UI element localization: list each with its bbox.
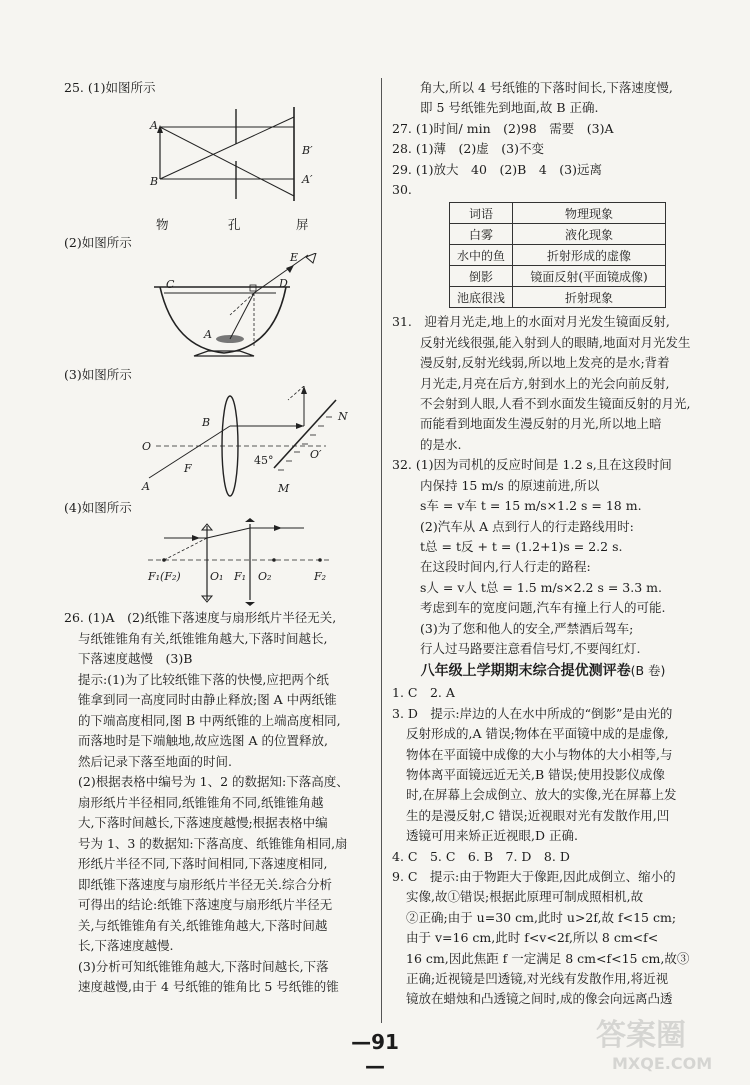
lens-mirror-diagram: [64, 386, 374, 498]
q32-block: [392, 455, 702, 659]
answer-line: 9. C 提示:由于物距大于像距,因此成倒立、缩小的: [392, 869, 676, 884]
svg-text:A: A: [142, 479, 150, 493]
answer-line: 1. C 2. A: [392, 685, 455, 701]
watermark-url: MXQE.COM: [612, 1054, 713, 1073]
q26-line: 26. (1)A (2)纸锥下落速度与扇形纸片半径无关,: [64, 610, 337, 625]
answer-line: 物体在平面镜中成像的大小与物体的大小相等,与: [406, 746, 673, 762]
q26-line: 长,下落速度越慢.: [78, 938, 174, 953]
q31-line: 漫反射,反射光线弱,所以地上发亮的是水;背着: [420, 355, 670, 371]
answer-line: 正确;近视镜是凹透镜,对光线有发散作用,将近视: [406, 971, 669, 987]
answer-line: 16 cm,因此焦距 f 一定满足 8 cm<f<15 cm,故③: [406, 950, 690, 966]
table-row: [450, 266, 666, 287]
table-cell: 水中的鱼: [450, 245, 513, 266]
left-column: [64, 78, 376, 998]
q31-line: 31. 迎着月光走,地上的水面对月光发生镜面反射,: [392, 314, 670, 330]
svg-text:C: C: [166, 278, 175, 291]
figure-pinhole: [64, 99, 376, 232]
q25-part4: (4)如图所示: [64, 499, 132, 515]
phenomena-table: [449, 202, 666, 308]
svg-text:O: O: [142, 439, 152, 453]
q28-answer: 28. (1)薄 (2)虚 (3)不变: [392, 141, 544, 157]
answer-line: 镜放在蜡烛和凸透镜之间时,成的像会向远离凸透: [406, 991, 673, 1007]
q26-line: 扇形纸片半径相同,纸锥锥角不同,纸锥锥角越: [78, 794, 324, 810]
eye-icon: [306, 253, 316, 263]
table-row: [450, 203, 666, 224]
table-cell: 词语: [450, 203, 513, 224]
q26-line: (2)根据表格中编号为 1、2 的数据知:下落高度、: [78, 774, 349, 789]
bowl-diagram: [64, 253, 374, 365]
svg-text:A: A: [150, 118, 158, 132]
table-cell: 物理现象: [513, 203, 666, 224]
q32-line: t总 = t反 + t = (1.2+1)s = 2.2 s.: [420, 538, 623, 554]
q26-continued: 角大,所以 4 号纸锥的下落时间长,下落速度慢,: [420, 80, 673, 95]
q31-line: 月光走,月亮在后方,射到水上的光会向前反射,: [420, 375, 670, 391]
q25-part1: 25. (1)如图所示: [64, 80, 156, 95]
q26-line: (3)分析可知纸锥锥角越大,下落时间越长,下落: [78, 958, 329, 974]
two-lens-diagram: [64, 518, 374, 606]
q26-line: 大,下落时间越长,下落速度越慢;根据表格中编: [78, 815, 328, 830]
table-cell: 折射形成的虚像: [513, 245, 666, 266]
q31-block: [392, 312, 702, 455]
svg-text:B′: B′: [302, 143, 313, 157]
q31-line: 不会射到人眼,人看不到水面发生镜面反射的月光,: [420, 396, 691, 412]
q32-line: 在这段时间内,行人行走的路程:: [420, 559, 591, 575]
table-cell: 镜面反射(平面镜成像): [513, 266, 666, 287]
answer-line: 物体离平面镜远近无关,B 错误;使用投影仪成像: [406, 766, 665, 782]
q26-line: 号为 1、3 的数据知:下落高度、纸锥锥角相同,扇: [78, 835, 348, 851]
table-cell: 白雾: [450, 224, 513, 245]
svg-text:B: B: [202, 415, 211, 429]
column-divider: [381, 78, 382, 1023]
answer-line: 反射形成的,A 错误;物体在平面镜中成的是虚像,: [406, 726, 669, 742]
answer-line: 时,在屏幕上会成倒立、放大的实像,光在屏幕上发: [406, 787, 677, 803]
page-number: —91—: [351, 1030, 399, 1078]
caption-screen: 屏: [296, 216, 309, 232]
table-row: [450, 287, 666, 308]
svg-text:N: N: [338, 409, 348, 423]
q26-line: 形纸片半径不同,下落时间相同,下落速度相同,: [78, 856, 328, 871]
svg-text:A: A: [204, 328, 212, 341]
svg-text:O₂: O₂: [258, 570, 272, 583]
q26-line: 的下端高度相同,图 B 中两纸锥的上端高度相同,: [78, 712, 341, 728]
q26-line: 关,与纸锥锥角有关,纸锥锥角越大,下落时间越: [78, 917, 328, 933]
section-title: [384, 659, 702, 683]
svg-text:F₂: F₂: [314, 570, 327, 583]
q32-line: (2)汽车从 A 点到行人的行走路线用时:: [420, 518, 634, 534]
svg-text:F: F: [184, 461, 192, 475]
section-title-text: 八年级上学期期末综合提优测评卷: [420, 663, 631, 680]
q32-line: s车 = v车 t = 15 m/s×1.2 s = 18 m.: [420, 498, 642, 514]
table-cell: 液化现象: [513, 224, 666, 245]
table-row: [450, 245, 666, 266]
answer-line: 生的是漫反射,C 错误;近视眼对光有发散作用,凹: [406, 807, 670, 823]
table-row: [450, 224, 666, 245]
watermark-text: 答案圈: [596, 1018, 686, 1053]
answer-line: ②正确;由于 u=30 cm,此时 u>2f,故 f<15 cm;: [406, 909, 677, 925]
svg-text:E: E: [290, 253, 299, 264]
q32-line: 32. (1)因为司机的反应时间是 1.2 s,且在这段时间: [392, 457, 672, 473]
answer-line: 3. D 提示:岸边的人在水中所成的“倒影”是由光的: [392, 705, 673, 721]
table-cell: 池底很浅: [450, 287, 513, 308]
figure-bowl: [64, 253, 376, 365]
q27-answer: 27. (1)时间/ min (2)98 需要 (3)A: [392, 120, 614, 136]
answer-line: 实像,故①错误;根据此原理可制成照相机,故: [406, 889, 644, 905]
watermark-logo: [588, 1007, 738, 1077]
q32-line: 行人过马路要注意看信号灯,不要闯红灯.: [420, 640, 641, 656]
caption-hole: 孔: [228, 216, 241, 232]
q32-line: s人 = v人 t总 = 1.5 m/s×2.2 s = 3.3 m.: [420, 579, 662, 595]
q26-line: 然后记录下落至地面的时间.: [78, 753, 232, 769]
svg-text:O₁: O₁: [210, 570, 224, 583]
q32-line: 内保持 15 m/s 的原速前进,所以: [420, 477, 600, 493]
q26-continued: 即 5 号纸锥先到地面,故 B 正确.: [420, 100, 599, 116]
section-title-sub: (B 卷): [630, 663, 666, 679]
q26-block: [64, 608, 376, 998]
q26-line: 与纸锥锥角有关,纸锥锥角越大,下落时间越长,: [78, 630, 328, 646]
svg-text:45°: 45°: [254, 453, 274, 467]
caption-object: 物: [156, 216, 169, 232]
right-column: [392, 78, 702, 1010]
answers-block: [392, 683, 702, 1010]
answer-line: 由于 v=16 cm,此时 f<v<2f,所以 8 cm<f<: [406, 930, 659, 946]
q26-line: 锥拿到同一高度同时由静止释放;图 A 中两纸锥: [78, 692, 337, 707]
svg-text:O′: O′: [310, 447, 322, 461]
answer-line: 透镜可用来矫正近视眼,D 正确.: [406, 828, 578, 844]
q30-label: 30.: [392, 182, 412, 198]
q26-line: 下落速度越慢 (3)B: [78, 651, 193, 666]
q31-line: 而能看到地面发生漫反射的月光,所以地上暗: [420, 416, 662, 432]
svg-text:A′: A′: [302, 172, 313, 186]
svg-text:F₁(F₂): F₁(F₂): [148, 570, 181, 583]
q26-line: 可得出的结论:纸锥下落速度与扇形纸片半径无: [78, 897, 333, 912]
q32-line: (3)为了您和他人的安全,严禁酒后驾车;: [420, 620, 634, 636]
q31-line: 反射光线很强,能入射到人的眼睛,地面对月光发生: [420, 334, 691, 350]
pinhole-diagram: [64, 99, 374, 217]
q26-line: 提示:(1)为了比较纸锥下落的快慢,应把两个纸: [78, 671, 329, 687]
q32-line: 考虑到车的宽度问题,汽车有撞上行人的可能.: [420, 600, 666, 616]
svg-text:B: B: [150, 174, 159, 188]
q25-part2: (2)如图所示: [64, 234, 132, 250]
figure-lens-mirror: [64, 386, 376, 498]
q26-line: 速度越慢,由于 4 号纸锥的锥角比 5 号纸锥的锥: [78, 979, 339, 994]
svg-text:M: M: [278, 481, 290, 495]
table-cell: 倒影: [450, 266, 513, 287]
figure-two-lenses: [64, 518, 376, 606]
q31-line: 的是水.: [420, 436, 462, 452]
table-cell: 折射现象: [513, 287, 666, 308]
answer-line: 4. C 5. C 6. B 7. D 8. D: [392, 848, 570, 864]
q26-line: 即纸锥下落速度与扇形纸片半径无关.综合分析: [78, 876, 332, 892]
q26-line: 而落地时是下端触地,故应选图 A 的位置释放,: [78, 733, 328, 748]
svg-text:D: D: [279, 277, 288, 290]
q29-answer: 29. (1)放大 40 (2)B 4 (3)远离: [392, 161, 603, 177]
q25-part3: (3)如图所示: [64, 367, 132, 382]
svg-text:F₁: F₁: [234, 570, 247, 583]
